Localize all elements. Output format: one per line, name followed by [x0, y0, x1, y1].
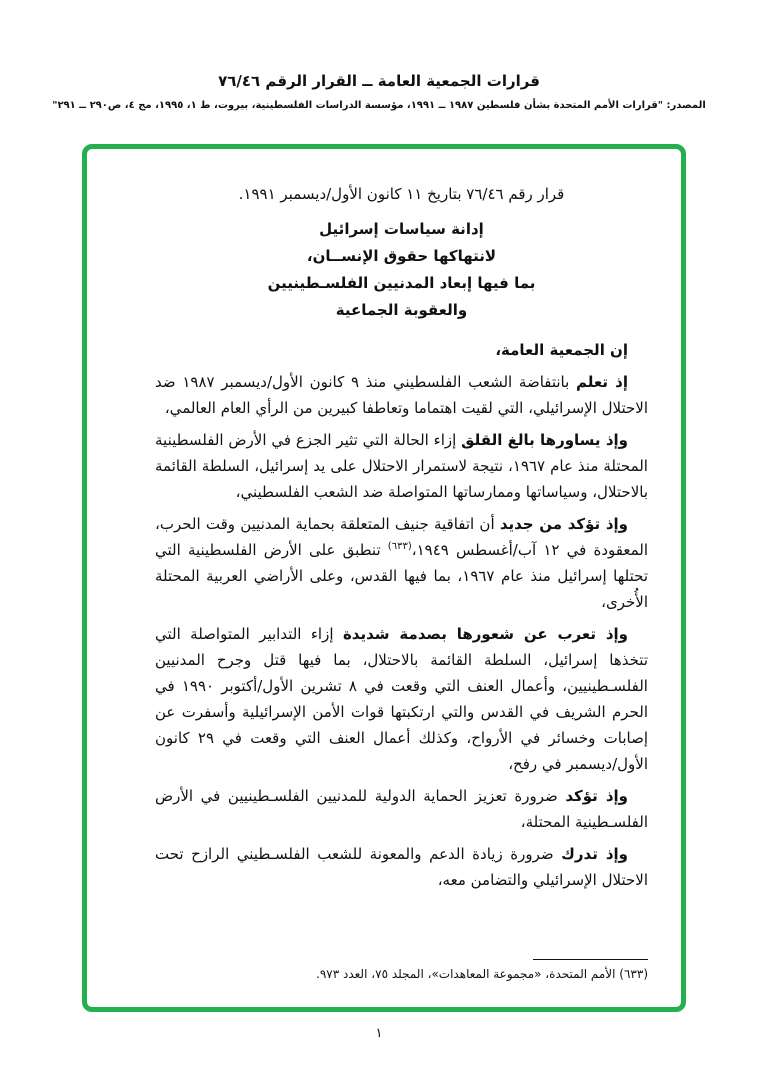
subtitle-line: والعقوبة الجماعية: [335, 301, 468, 319]
paragraph-lead: وإذ تعرب عن شعورها بصدمة شديدة: [342, 625, 628, 643]
paragraph-text: بانتفاضة الشعب الفلسطيني منذ ٩ كانون الأول/ديسمبر ١٩٨٧ ضد الاحتلال الإسرائيلي، التي لقيت اهتماما وتعاطفا كبيرين من الرأي العام العالمي،: [155, 373, 648, 417]
preamble-paragraph: [155, 621, 648, 777]
subtitle-line: إدانة سياسات إسرائيل: [319, 220, 484, 238]
resolution-subtitle-block: [155, 216, 648, 324]
subtitle-line: لانتهاكها حقوق الإنســان،: [306, 247, 497, 265]
paragraph-lead: وإذ تدرك: [561, 845, 628, 863]
subtitle-line: بما فيها إبعاد المدنيين الفلسـطينيين: [267, 274, 536, 292]
preamble-paragraph: [155, 369, 648, 421]
page-number: ١: [375, 1026, 383, 1041]
paragraph-text: تنطبق على الأرض الفلسطينية التي تحتلها إسرائيل منذ عام ١٩٦٧، بما فيها القدس، وعلى الأراضي العربية المحتلة الأُخرى،: [155, 541, 648, 611]
preamble-body: [155, 337, 648, 893]
paragraph-text: إزاء الحالة التي تثير الجزع في الأرض الفلسطينية المحتلة منذ عام ١٩٦٧، نتيجة لاستمرار الاحتلال على يد إسرائيل، السلطة القائمة بالاحتلال، وسياساتها وممارساتها المتواصلة ضد الشعب الفلسطيني،: [155, 431, 648, 501]
preamble-paragraph: [155, 841, 648, 893]
resolution-content: [155, 185, 648, 899]
resolution-title: قرار رقم ٧٦/٤٦ بتاريخ ١١ كانون الأول/ديسمبر ١٩٩١.: [238, 185, 565, 203]
resolution-border-box: [82, 144, 686, 1012]
document-header-title: قرارات الجمعية العامة ــ القرار الرقم ٧٦/٤٦: [218, 72, 540, 90]
paragraph-text: أن اتفاقية جنيف المتعلقة بحماية المدنيين وقت الحرب، المعقودة في ١٢ آب/أغسطس ١٩٤٩،: [155, 515, 648, 559]
preamble-opening: إن الجمعية العامة،: [495, 341, 628, 359]
footnote-area: [155, 959, 648, 981]
paragraph-lead: وإذ يساورها بالغ القلق: [461, 431, 628, 449]
paragraph-text: إزاء التدابير المتواصلة التي تتخذها إسرائيل، السلطة القائمة بالاحتلال، بما فيها قتل وجرح المدنيين الفلسـطينيين، وأعمال العنف التي وقعت في ٨ تشرين الأول/أكتوبر ١٩٩٠ في الحرم الشريف في القدس والتي ارتكبتها قوات الأمن الإسرائيلية وأسفرت عن إصابات وخسائر في الأرواح، وكذلك أعمال العنف التي وقعت في ٢٩ كانون الأول/ديسمبر في رفح،: [155, 625, 648, 773]
footnote-text: (٦٣٣) الأمم المتحدة، «مجموعة المعاهدات»، المجلد ٧٥، العدد ٩٧٣.: [316, 967, 648, 981]
document-source-line: المصدر: "قرارات الأمم المتحدة بشأن فلسطين ١٩٨٧ ــ ١٩٩١، مؤسسة الدراسات الفلسطينية، بيروت، ط ١، ١٩٩٥، مج ٤، ص٢٩٠ ــ ٢٩١": [52, 100, 706, 111]
preamble-paragraph: [155, 783, 648, 835]
paragraph-lead: وإذ تؤكد من جديد: [499, 515, 628, 533]
footnote-reference-marker: (٦٣٣): [387, 541, 412, 552]
preamble-paragraph: [155, 427, 648, 505]
preamble-paragraph: [155, 511, 648, 615]
footnote-separator: [533, 959, 648, 960]
paragraph-text: ضرورة زيادة الدعم والمعونة للشعب الفلسـطيني الرازح تحت الاحتلال الإسرائيلي والتضامن معه،: [155, 845, 648, 889]
paragraph-lead: إذ تعلم: [576, 373, 629, 391]
paragraph-text: ضرورة تعزيز الحماية الدولية للمدنيين الفلسـطينيين في الأرض الفلسـطينية المحتلة،: [155, 787, 648, 831]
paragraph-lead: وإذ تؤكد: [565, 787, 628, 805]
